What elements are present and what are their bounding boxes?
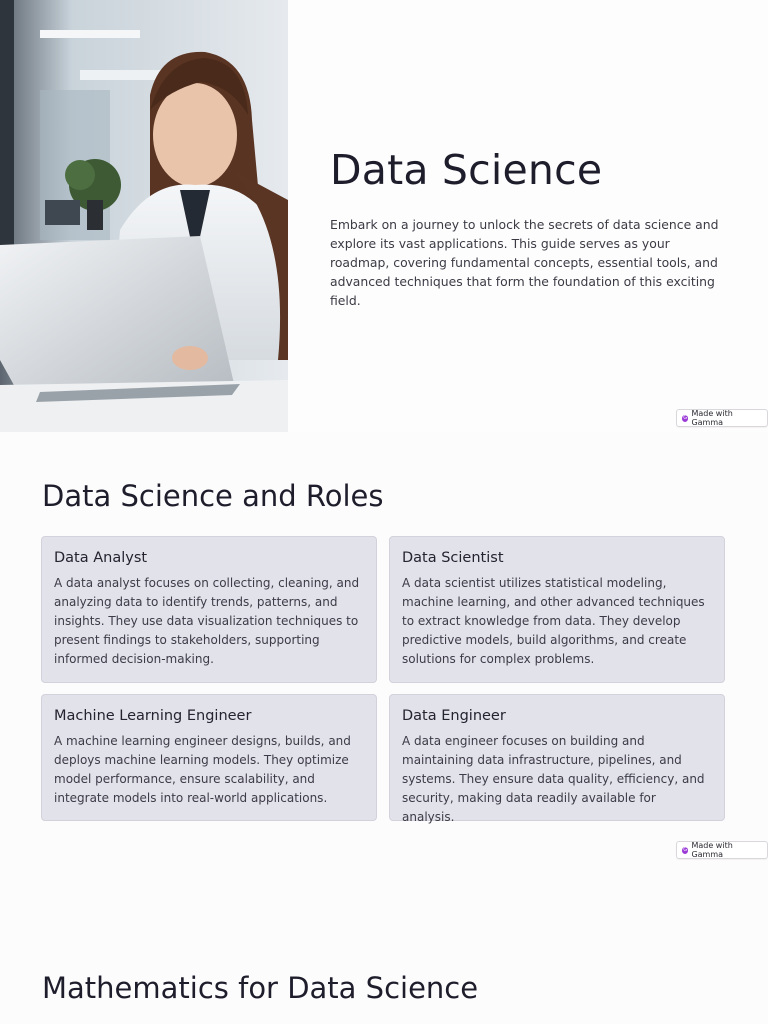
math-section-title: Mathematics for Data Science xyxy=(42,971,479,1005)
card-title: Data Engineer xyxy=(402,708,506,724)
card-text: A machine learning engineer designs, builds, and deploys machine learning models. They optimize model performance, ensure scalability, and integrate models into real-world applications. xyxy=(54,734,351,805)
made-with-gamma-badge[interactable] xyxy=(676,409,768,427)
hero-photo xyxy=(0,0,288,432)
made-with-gamma-badge[interactable] xyxy=(676,841,768,859)
hero-description: Embark on a journey to unlock the secrets of data science and explore its vast applications. This guide serves as your roadmap, covering fundamental concepts, essential tools, and advanced techniques that form the foundation of this exciting field. xyxy=(330,217,719,308)
card-text: A data engineer focuses on building and maintaining data infrastructure, pipelines, and systems. They ensure data quality, efficiency, and security, making data readily available for analysis. xyxy=(402,734,705,824)
hero-title: Data Science xyxy=(330,146,603,194)
math-slide xyxy=(0,872,768,1024)
gamma-logo-icon: G xyxy=(683,414,688,421)
gamma-logo-icon: G xyxy=(683,846,688,853)
roles-slide xyxy=(0,432,768,872)
role-card-data-engineer xyxy=(389,694,725,824)
hero-slide xyxy=(0,0,768,432)
card-text: A data scientist utilizes statistical modeling, machine learning, and other advanced techniques to extract knowledge from data. They develop predictive models, build algorithms, and create solutions for complex problems. xyxy=(402,576,705,666)
card-title: Machine Learning Engineer xyxy=(54,708,252,724)
card-title: Data Scientist xyxy=(402,550,504,566)
role-card-ml-engineer xyxy=(41,694,377,821)
role-card-data-scientist xyxy=(389,536,725,683)
role-card-data-analyst xyxy=(41,536,377,683)
badge-label: Made with Gamma xyxy=(691,841,733,859)
roles-section-title: Data Science and Roles xyxy=(42,479,384,513)
badge-label: Made with Gamma xyxy=(691,409,733,427)
card-text: A data analyst focuses on collecting, cleaning, and analyzing data to identify trends, patterns, and insights. They use data visualization techniques to present findings to stakeholders, supporting informed decision-making. xyxy=(54,576,360,666)
card-title: Data Analyst xyxy=(54,550,148,566)
